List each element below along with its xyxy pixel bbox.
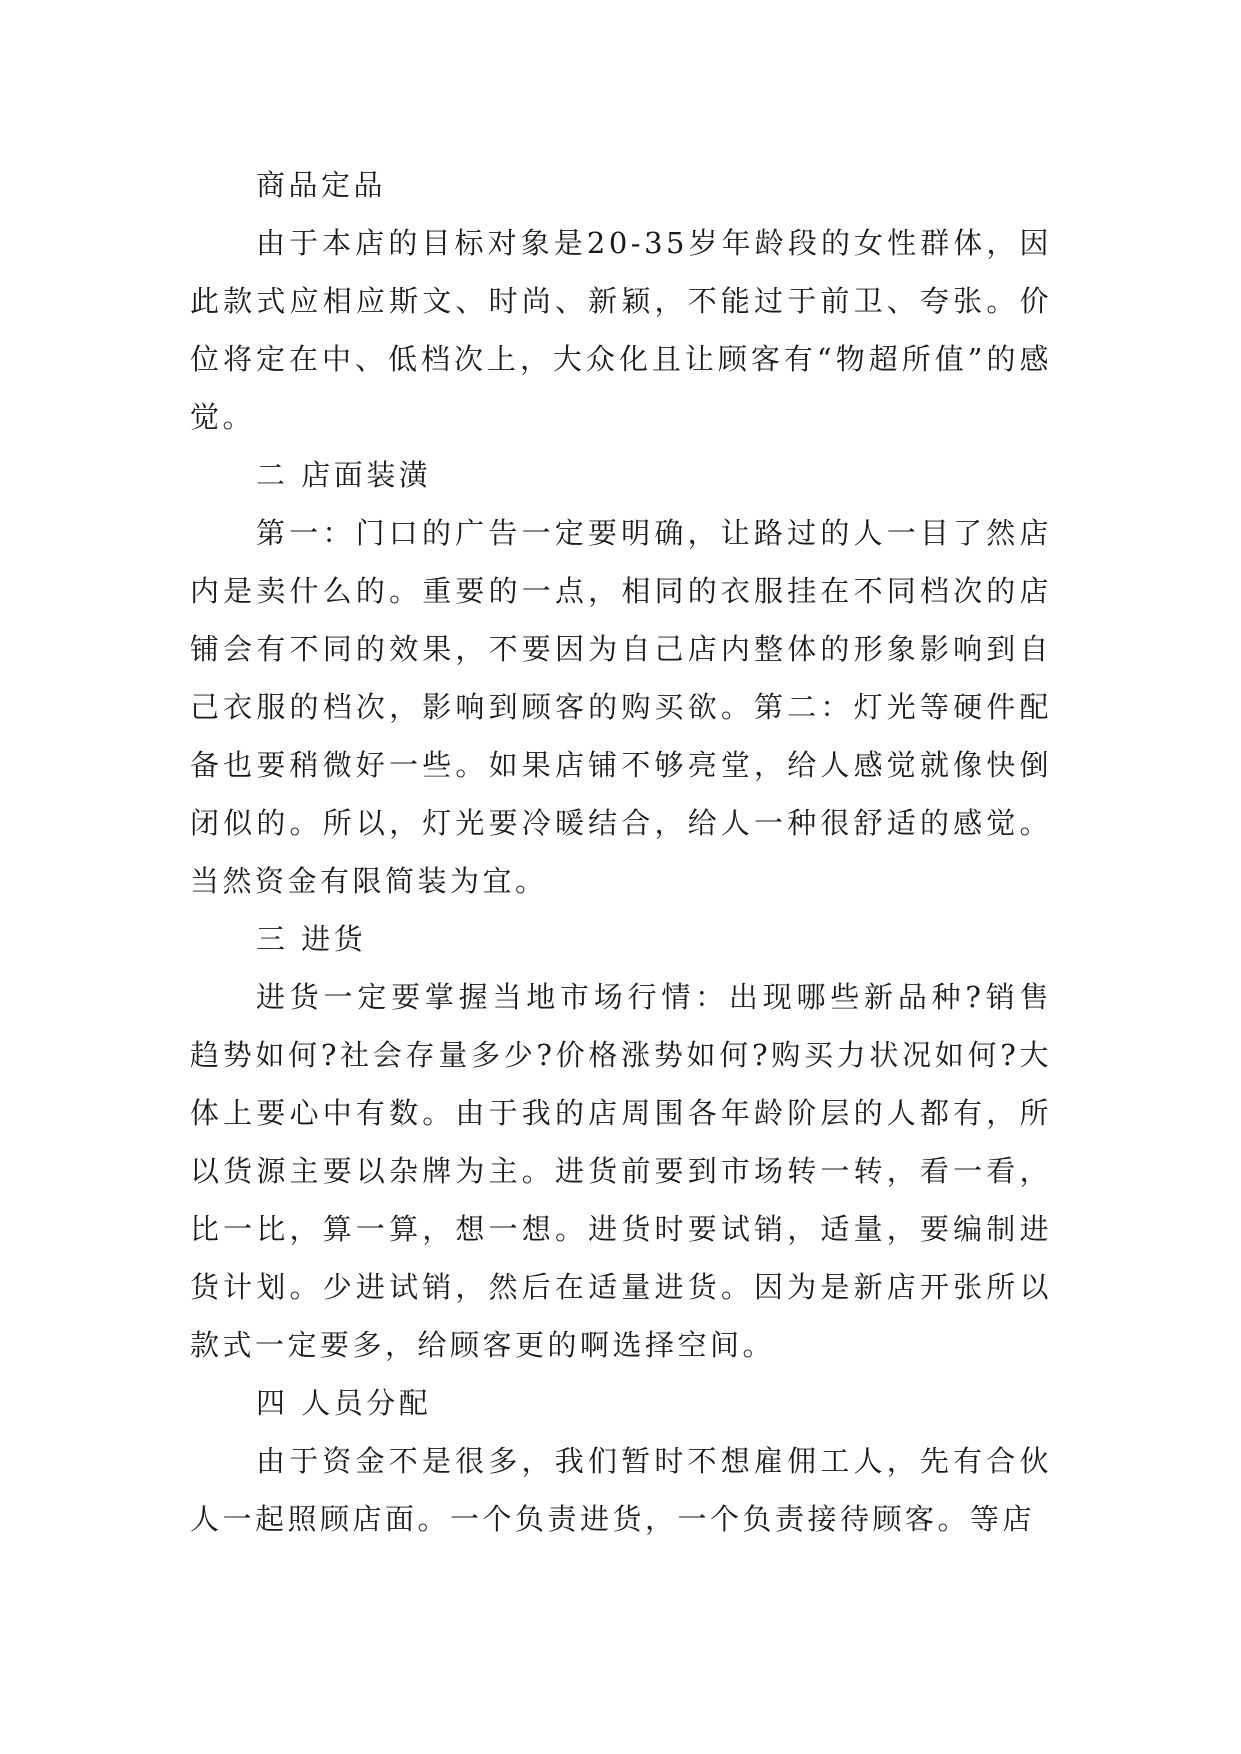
section-heading-store-decoration: 二 店面装潢 <box>256 458 432 492</box>
paragraph-purchasing: 进货一定要掌握当地市场行情：出现哪些新品种?销售趋势如何?社会存量多少?价格涨势如何?购买力状况如何?大体上要心中有数。由于我的店周围各年龄阶层的人都有，所以货源主要以杂牌为主。进货前要到市场转一转，看一看，比一比，算一算，想一想。进货时要试销，适量，要编制进货计划。少进试销，然后在适量进货。因为是新店开张所以款式一定要多，给顾客更的啊选择空间。 <box>190 980 1052 1362</box>
section-heading-purchasing: 三 进货 <box>256 922 367 956</box>
paragraph-store-decoration: 第一：门口的广告一定要明确，让路过的人一目了然店内是卖什么的。重要的一点，相同的衣服挂在不同档次的店铺会有不同的效果，不要因为自己店内整体的形象影响到自己衣服的档次，影响到顾客的购买欲。第二：灯光等硬件配备也要稍微好一些。如果店铺不够亮堂，给人感觉就像快倒闭似的。所以，灯光要冷暖结合，给人一种很舒适的感觉。当然资金有限简装为宜。 <box>190 516 1052 898</box>
section-heading-product-positioning: 商品定品 <box>256 168 387 202</box>
document-body <box>190 156 1052 1548</box>
paragraph-staffing: 由于资金不是很多，我们暂时不想雇佣工人，先有合伙人一起照顾店面。一个负责进货，一个负责接待顾客。等店 <box>190 1444 1052 1536</box>
paragraph-product-positioning: 由于本店的目标对象是20-35岁年龄段的女性群体，因此款式应相应斯文、时尚、新颖，不能过于前卫、夸张。价位将定在中、低档次上，大众化且让顾客有“物超所值”的感觉。 <box>190 226 1052 434</box>
section-heading-staffing: 四 人员分配 <box>256 1386 432 1420</box>
